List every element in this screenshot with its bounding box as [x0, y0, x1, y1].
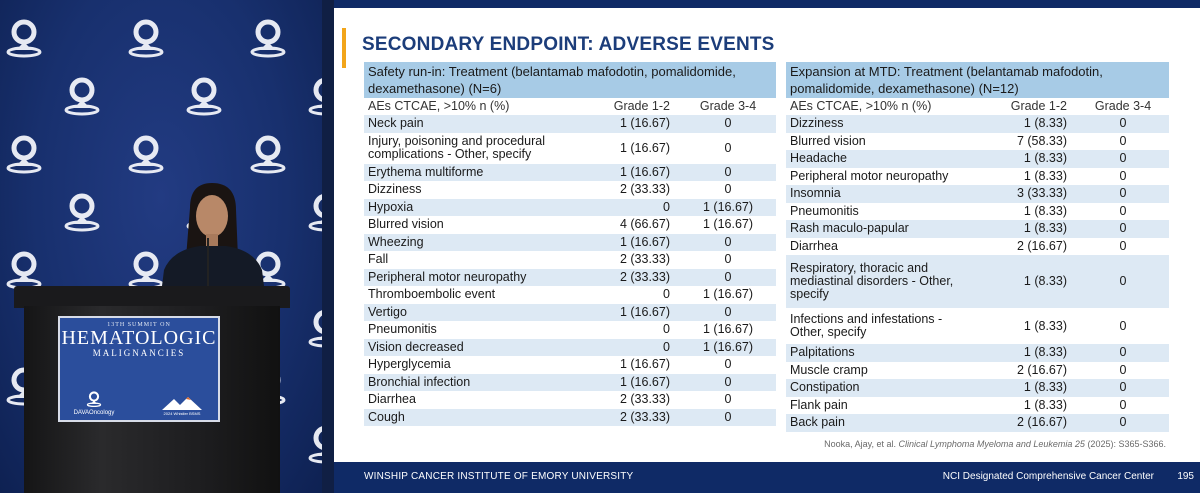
dava-backdrop-icon [246, 132, 290, 176]
grade-3-4-cell: 0 [680, 133, 776, 164]
grade-3-4-cell: 0 [1077, 203, 1169, 221]
grade-3-4-cell: 0 [1077, 238, 1169, 256]
ae-term-cell: Blurred vision [364, 216, 576, 234]
whistler-logo [150, 396, 214, 416]
grade-1-2-cell: 1 (16.67) [576, 133, 680, 164]
grade-3-4-cell: 0 [680, 391, 776, 409]
slide-footer [334, 462, 1200, 493]
sign-line-3: MALIGNANCIES [92, 348, 186, 358]
grade-1-2-cell: 1 (8.33) [973, 150, 1077, 168]
table-row [364, 216, 776, 234]
grade-3-4-cell: 0 [680, 409, 776, 427]
ae-term-cell: Neck pain [364, 115, 576, 133]
whistler-logo-text: 2024 Whistler BSMS [163, 411, 201, 416]
table-row [364, 409, 776, 427]
grade-3-4-cell: 0 [1077, 414, 1169, 432]
grade-3-4-cell: 0 [1077, 150, 1169, 168]
grade-1-2-cell: 1 (8.33) [973, 115, 1077, 133]
table-row [786, 362, 1169, 380]
grade-1-2-cell: 0 [576, 339, 680, 357]
table-row [786, 397, 1169, 415]
dava-logo-icon [83, 390, 105, 408]
slide-top-band [334, 0, 1200, 8]
table-row [786, 344, 1169, 362]
grade-1-2-cell: 1 (16.67) [576, 374, 680, 392]
table-title: Expansion at MTD: Treatment (belantamab mafodotin, pomalidomide, dexamethasone) (N=12) [786, 62, 1169, 98]
ae-term-cell: Fall [364, 251, 576, 269]
dava-backdrop-icon [124, 16, 168, 60]
table-row [364, 251, 776, 269]
presentation-slide [334, 0, 1200, 493]
grade-1-2-cell: 1 (16.67) [576, 356, 680, 374]
grade-3-4-cell: 0 [1077, 185, 1169, 203]
ae-term-cell: Diarrhea [786, 238, 973, 256]
table-title: Safety run-in: Treatment (belantamab mafodotin, pomalidomide, dexamethasone) (N=6) [364, 62, 776, 98]
citation-rest: (2025): S365-S366. [1087, 439, 1166, 449]
sign-line-2: HEMATOLOGIC [61, 327, 217, 349]
title-accent-bar [342, 28, 346, 68]
dava-backdrop-icon [2, 132, 46, 176]
ae-term-cell: Vision decreased [364, 339, 576, 357]
ae-term-cell: Wheezing [364, 234, 576, 252]
grade-3-4-cell: 0 [1077, 220, 1169, 238]
ae-term-cell: Pneumonitis [786, 203, 973, 221]
grade-3-4-cell: 0 [680, 164, 776, 182]
table-row [786, 115, 1169, 133]
grade-1-2-cell: 1 (8.33) [973, 344, 1077, 362]
grade-1-2-cell: 1 (16.67) [576, 115, 680, 133]
ae-term-cell: Rash maculo-papular [786, 220, 973, 238]
dava-logo-text: DAVAOncology [73, 410, 115, 416]
column-header: Grade 1-2 [576, 98, 680, 115]
grade-3-4-cell: 0 [1077, 362, 1169, 380]
dava-backdrop-icon [60, 74, 104, 118]
dava-backdrop-icon [304, 422, 322, 466]
grade-3-4-cell: 0 [1077, 397, 1169, 415]
grade-1-2-cell: 2 (16.67) [973, 238, 1077, 256]
table-row [364, 199, 776, 217]
grade-1-2-cell: 2 (33.33) [576, 181, 680, 199]
dava-logo [64, 390, 124, 416]
grade-3-4-cell: 0 [680, 356, 776, 374]
grade-3-4-cell: 0 [1077, 379, 1169, 397]
ae-term-cell: Bronchial infection [364, 374, 576, 392]
table-row [786, 150, 1169, 168]
grade-3-4-cell: 0 [680, 181, 776, 199]
dava-backdrop-icon [2, 16, 46, 60]
page-number: 195 [1177, 471, 1194, 482]
dava-backdrop-icon [304, 306, 322, 350]
grade-1-2-cell: 2 (33.33) [576, 269, 680, 287]
grade-1-2-cell: 1 (8.33) [973, 379, 1077, 397]
dava-backdrop-icon [124, 132, 168, 176]
speaker-video-panel [0, 0, 322, 493]
footer-institution: WINSHIP CANCER INSTITUTE OF EMORY UNIVERSITY [364, 471, 634, 482]
divider-strip [322, 0, 334, 493]
table-row [364, 304, 776, 322]
table-row [364, 234, 776, 252]
column-header: Grade 3-4 [1077, 98, 1169, 115]
grade-3-4-cell: 1 (16.67) [680, 286, 776, 304]
ae-term-cell: Hypoxia [364, 199, 576, 217]
table-row [364, 356, 776, 374]
safety-run-in-table [364, 62, 776, 426]
ae-term-cell: Dizziness [364, 181, 576, 199]
grade-3-4-cell: 1 (16.67) [680, 199, 776, 217]
ae-term-cell: Peripheral motor neuropathy [364, 269, 576, 287]
citation [824, 439, 1166, 449]
table-row [786, 133, 1169, 151]
table-row [786, 168, 1169, 186]
ae-term-cell: Diarrhea [364, 391, 576, 409]
grade-3-4-cell: 0 [1077, 133, 1169, 151]
dava-backdrop-icon [246, 16, 290, 60]
grade-1-2-cell: 1 (8.33) [973, 203, 1077, 221]
ae-term-cell: Injury, poisoning and procedural complications - Other, specify [364, 133, 576, 164]
ae-term-cell: Peripheral motor neuropathy [786, 168, 973, 186]
table-row [786, 185, 1169, 203]
ae-term-cell: Back pain [786, 414, 973, 432]
ae-term-cell: Insomnia [786, 185, 973, 203]
table-row [364, 115, 776, 133]
table-row [364, 269, 776, 287]
ae-term-cell: Vertigo [364, 304, 576, 322]
grade-1-2-cell: 1 (8.33) [973, 397, 1077, 415]
grade-3-4-cell: 1 (16.67) [680, 321, 776, 339]
column-header: Grade 1-2 [973, 98, 1077, 115]
grade-1-2-cell: 0 [576, 286, 680, 304]
table-row [786, 255, 1169, 308]
ae-term-cell: Hyperglycemia [364, 356, 576, 374]
table-header-row [786, 98, 1169, 115]
grade-1-2-cell: 1 (8.33) [973, 255, 1077, 308]
mountain-icon [162, 396, 202, 410]
table-row [364, 339, 776, 357]
ae-term-cell: Palpitations [786, 344, 973, 362]
table-row [786, 203, 1169, 221]
grade-3-4-cell: 0 [1077, 308, 1169, 344]
grade-3-4-cell: 1 (16.67) [680, 216, 776, 234]
grade-1-2-cell: 2 (16.67) [973, 414, 1077, 432]
grade-1-2-cell: 2 (33.33) [576, 409, 680, 427]
dava-backdrop-icon [182, 74, 226, 118]
footer-designation: NCI Designated Comprehensive Cancer Center [942, 471, 1154, 482]
ae-term-cell: Respiratory, thoracic and mediastinal disorders - Other, specify [786, 255, 973, 308]
dava-backdrop-icon [60, 190, 104, 234]
column-header: AEs CTCAE, >10% n (%) [786, 98, 973, 115]
grade-1-2-cell: 0 [576, 321, 680, 339]
ae-term-cell: Cough [364, 409, 576, 427]
grade-1-2-cell: 2 (33.33) [576, 251, 680, 269]
table-row [364, 181, 776, 199]
grade-3-4-cell: 0 [680, 304, 776, 322]
table-row [364, 391, 776, 409]
grade-1-2-cell: 1 (8.33) [973, 308, 1077, 344]
citation-journal: Clinical Lymphoma Myeloma and Leukemia 25 [898, 439, 1085, 449]
grade-1-2-cell: 7 (58.33) [973, 133, 1077, 151]
grade-3-4-cell: 0 [680, 269, 776, 287]
summit-sign [58, 316, 220, 422]
table-header-row [364, 98, 776, 115]
grade-1-2-cell: 1 (8.33) [973, 168, 1077, 186]
sign-line-1: 13TH SUMMIT ON [107, 322, 171, 328]
grade-3-4-cell: 0 [1077, 255, 1169, 308]
grade-3-4-cell: 0 [1077, 344, 1169, 362]
ae-term-cell: Dizziness [786, 115, 973, 133]
ae-term-cell: Headache [786, 150, 973, 168]
dava-backdrop-icon [304, 74, 322, 118]
grade-1-2-cell: 1 (16.67) [576, 304, 680, 322]
grade-1-2-cell: 0 [576, 199, 680, 217]
grade-3-4-cell: 0 [1077, 168, 1169, 186]
ae-term-cell: Infections and infestations - Other, specify [786, 308, 973, 344]
grade-3-4-cell: 0 [680, 374, 776, 392]
table-row [786, 220, 1169, 238]
table-row [786, 308, 1169, 344]
ae-term-cell: Blurred vision [786, 133, 973, 151]
column-header: AEs CTCAE, >10% n (%) [364, 98, 576, 115]
grade-3-4-cell: 0 [680, 234, 776, 252]
slide-title: SECONDARY ENDPOINT: ADVERSE EVENTS [362, 34, 775, 55]
citation-authors: Nooka, Ajay, et al. [824, 439, 896, 449]
grade-1-2-cell: 2 (33.33) [576, 391, 680, 409]
ae-term-cell: Pneumonitis [364, 321, 576, 339]
table-row [364, 133, 776, 164]
dava-backdrop-icon [304, 190, 322, 234]
grade-1-2-cell: 1 (16.67) [576, 234, 680, 252]
column-header: Grade 3-4 [680, 98, 776, 115]
grade-3-4-cell: 0 [680, 115, 776, 133]
ae-term-cell: Flank pain [786, 397, 973, 415]
grade-1-2-cell: 1 (8.33) [973, 220, 1077, 238]
table-row [364, 374, 776, 392]
grade-3-4-cell: 0 [1077, 115, 1169, 133]
table-row [786, 414, 1169, 432]
table-row [364, 286, 776, 304]
grade-1-2-cell: 4 (66.67) [576, 216, 680, 234]
table-row [786, 238, 1169, 256]
ae-term-cell: Thromboembolic event [364, 286, 576, 304]
ae-term-cell: Erythema multiforme [364, 164, 576, 182]
table-row [364, 321, 776, 339]
grade-3-4-cell: 0 [680, 251, 776, 269]
grade-1-2-cell: 1 (16.67) [576, 164, 680, 182]
grade-1-2-cell: 3 (33.33) [973, 185, 1077, 203]
grade-1-2-cell: 2 (16.67) [973, 362, 1077, 380]
ae-term-cell: Constipation [786, 379, 973, 397]
table-row [364, 164, 776, 182]
expansion-mtd-table [786, 62, 1169, 432]
ae-term-cell: Muscle cramp [786, 362, 973, 380]
table-row [786, 379, 1169, 397]
grade-3-4-cell: 1 (16.67) [680, 339, 776, 357]
